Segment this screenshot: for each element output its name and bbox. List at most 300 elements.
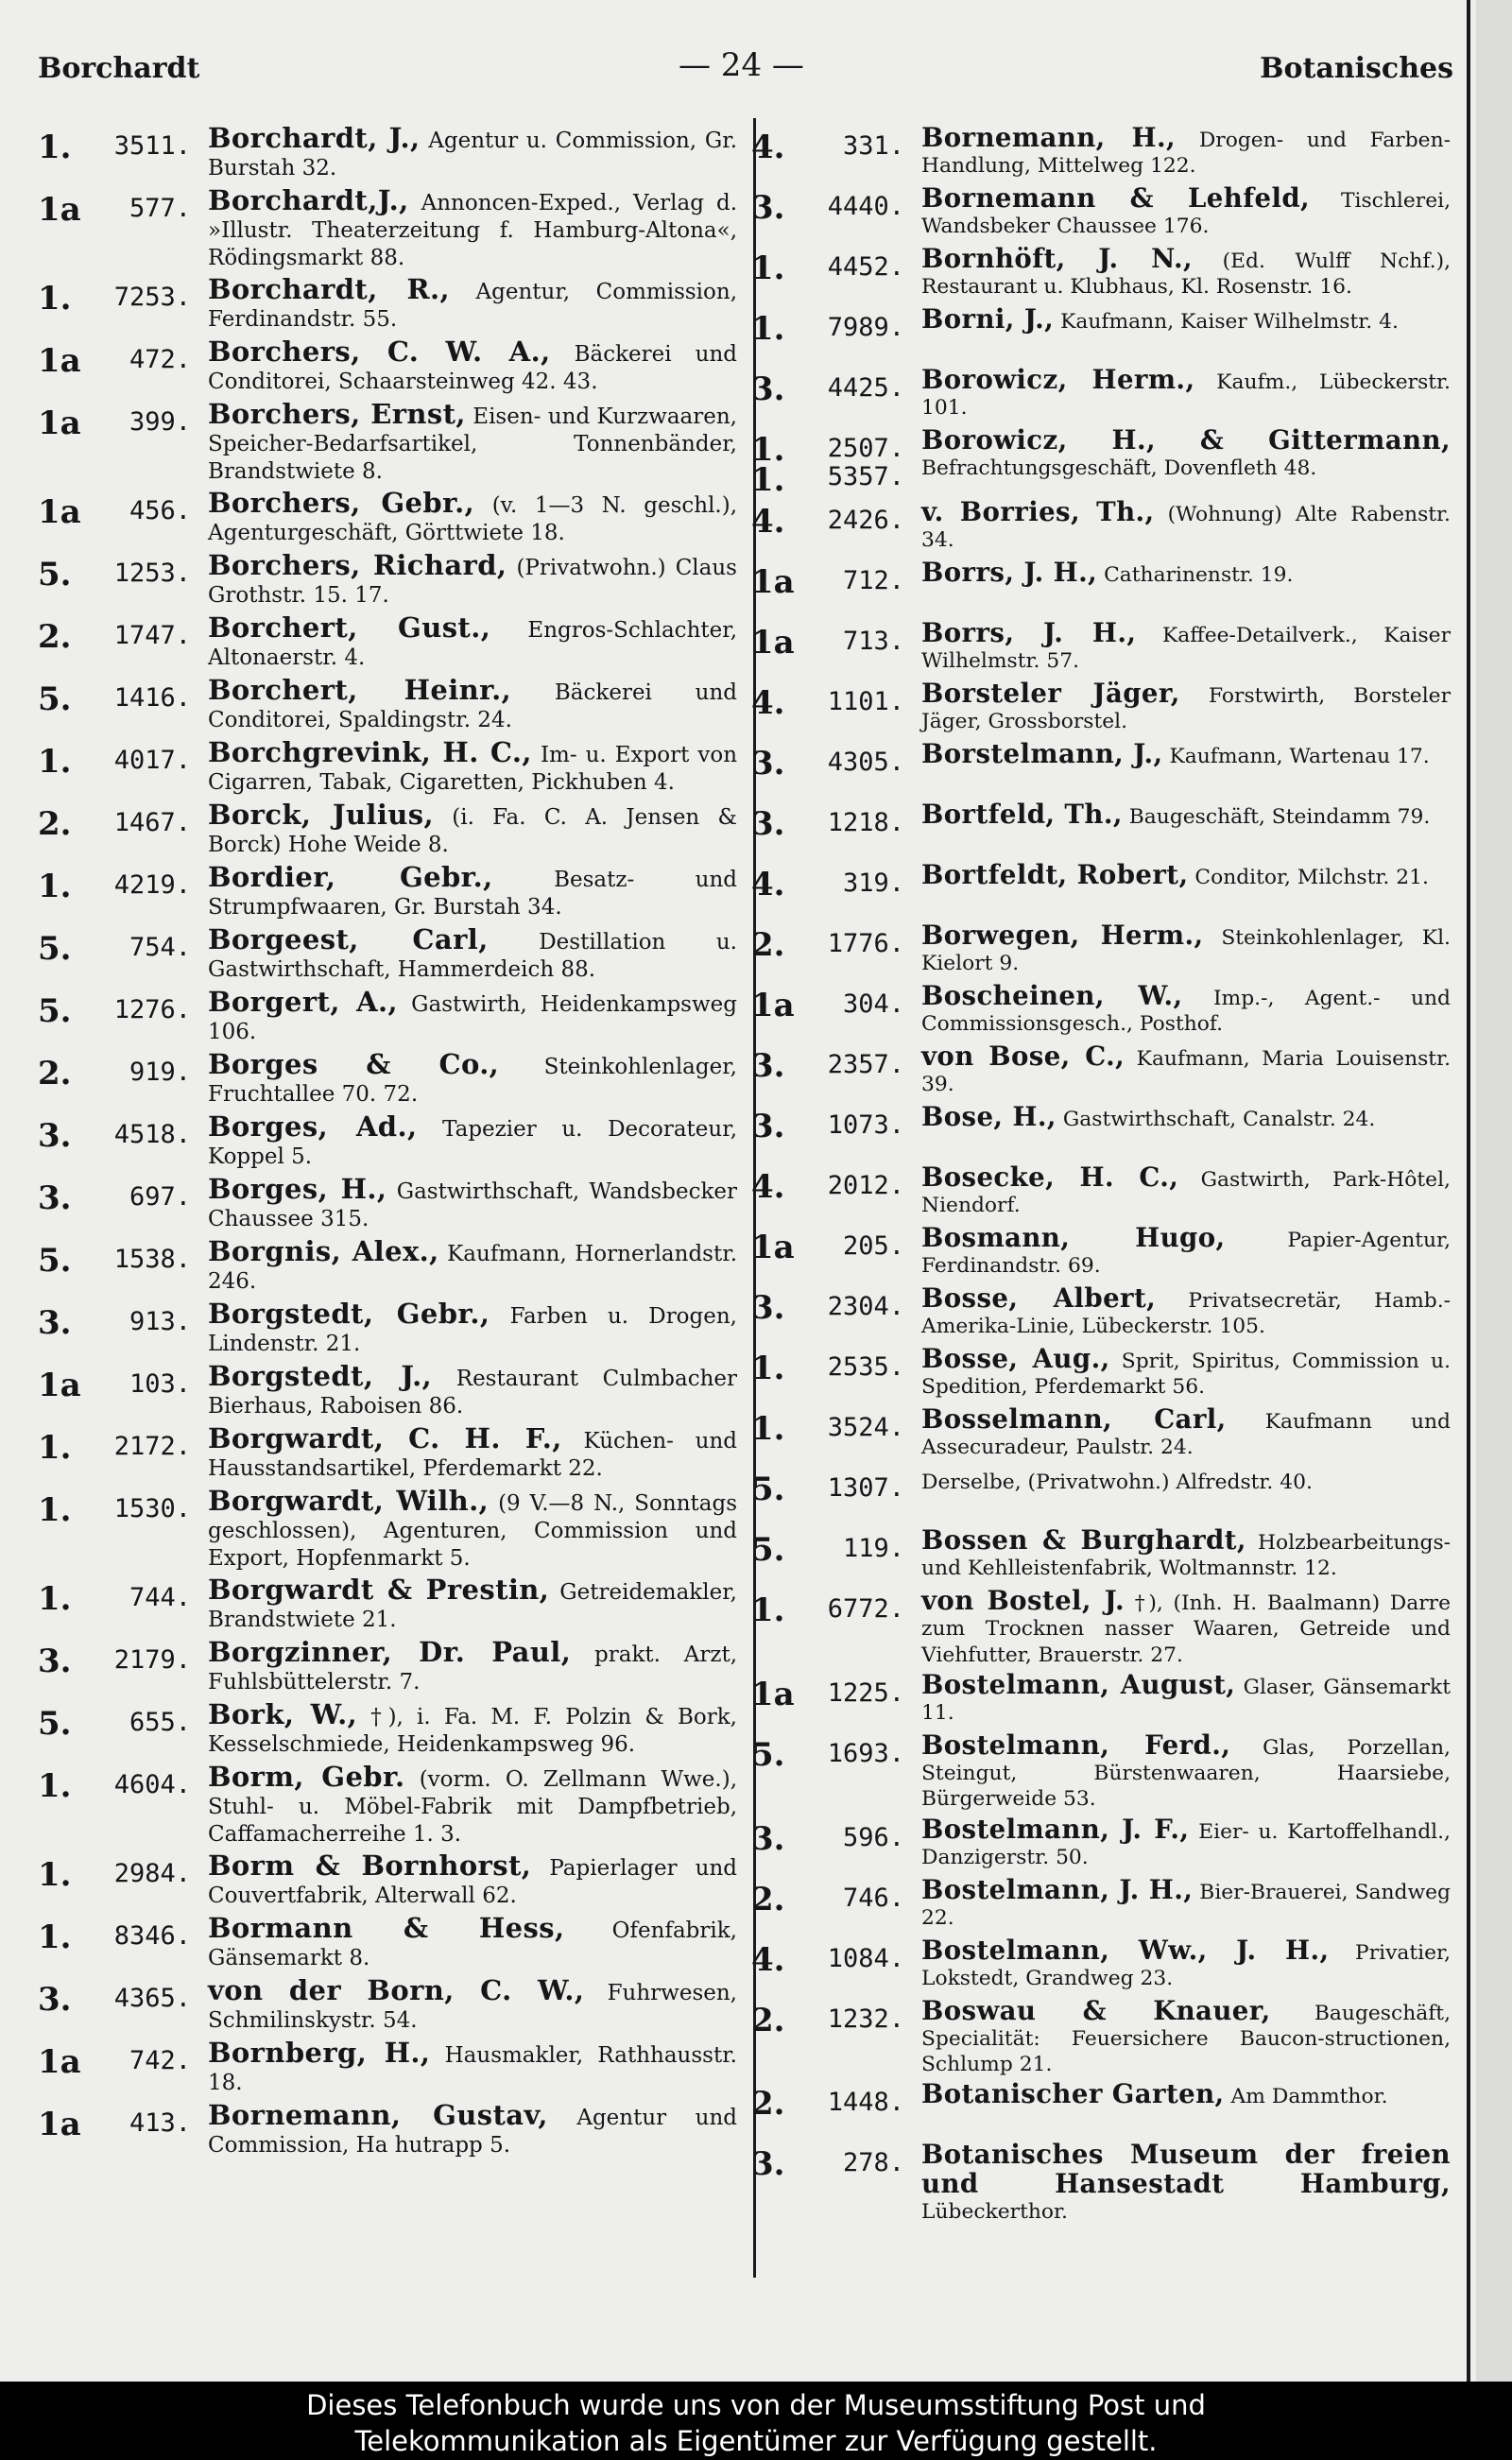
entry-text <box>921 364 1451 421</box>
phone-number: 3511. <box>113 131 191 161</box>
phone-number: 913. <box>129 1307 191 1336</box>
phone-number: 1776. <box>827 929 904 958</box>
exchange-office: 5. <box>38 1705 72 1743</box>
exchange-office: 5. <box>751 1471 785 1508</box>
entry-text <box>208 1849 738 1910</box>
subscriber-details: Derselbe, (Privatwohn.) Alfredstr. 40. <box>921 1471 1313 1494</box>
phone-number: 4425. <box>827 373 904 403</box>
directory-entry <box>751 618 1451 679</box>
phone-number: 713. <box>842 627 904 656</box>
directory-entry <box>751 1935 1451 1996</box>
entry-text <box>921 1043 1451 1098</box>
subscriber-name: Bosselmann, Carl, <box>921 1403 1227 1435</box>
exchange-office: 5. <box>38 556 72 593</box>
running-head-left: Borchardt <box>38 52 200 85</box>
phone-number: 6772. <box>827 1594 904 1624</box>
entry-text <box>208 1912 737 1972</box>
directory-entry <box>38 1913 737 1975</box>
exchange-office: 1a <box>751 1675 795 1713</box>
entry-text <box>921 2078 1451 2110</box>
subscriber-details: Gastwirthschaft, Wandsbecker Chaussee 315. <box>208 1179 737 1231</box>
phone-number: 2304. <box>827 1292 904 1321</box>
directory-entry <box>38 924 737 987</box>
exchange-office: 3. <box>38 1981 72 2019</box>
running-head-right: Botanisches <box>1260 52 1453 85</box>
subscriber-details: Drogen- und Farben-Handlung, Mittelweg 122. <box>921 129 1451 179</box>
subscriber-name: Borchers, C. W. A., <box>208 335 551 368</box>
directory-entry <box>751 679 1451 739</box>
phone-number: 205. <box>842 1231 904 1261</box>
directory-entry <box>38 399 737 488</box>
exchange-office: 1. <box>751 249 785 287</box>
entry-text <box>921 182 1451 240</box>
entry-text <box>208 1235 737 1296</box>
subscriber-details: Engros-Schlachter, Altonaerstr. 4. <box>208 618 738 670</box>
footer-line-1: Dieses Telefonbuch wurde uns von der Museumsstiftung Post und <box>306 2389 1206 2421</box>
directory-entry <box>38 550 737 612</box>
entry-text <box>208 1576 737 1634</box>
subscriber-name: Borrs, J. H., <box>921 617 1137 648</box>
phone-number: 742. <box>129 2046 191 2075</box>
subscriber-name: Bostelmann, J. H., <box>921 1873 1194 1905</box>
directory-entry <box>751 860 1451 920</box>
entry-text <box>208 273 738 334</box>
subscriber-details: Kaffee-Detailverk., Kaiser Wilhelmstr. 57. <box>921 624 1451 674</box>
subscriber-details: Fuhrwesen, Schmilinskystr. 54. <box>208 1981 737 2033</box>
directory-entry <box>751 739 1451 800</box>
entry-text <box>921 1994 1451 2078</box>
directory-entry <box>751 1730 1451 1815</box>
subscriber-name: Bornemann, Gustav, <box>208 2099 548 2131</box>
entry-text <box>921 1282 1451 1340</box>
exchange-office: 5. <box>751 1735 785 1774</box>
subscriber-details: Papierlager und Couvertfabrik, Alterwall 62. <box>208 1856 738 1908</box>
entry-text <box>921 1101 1451 1132</box>
exchange-office: 3. <box>751 370 785 408</box>
subscriber-details: Holzbearbeitungs- und Kehlleistenfabrik, Woltmannstr. 12. <box>921 1531 1452 1581</box>
exchange-office: 2. <box>751 2001 785 2039</box>
entry-text <box>921 1467 1451 1495</box>
subscriber-details: Glas, Porzellan, Steingut, Bürstenwaaren, Haarsiebe, Bürgerweide 53. <box>921 1735 1451 1812</box>
entry-text <box>921 1161 1451 1219</box>
subscriber-details: (Wohnung) Alte Rabenstr. 34. <box>921 503 1451 553</box>
phone-number: 1467. <box>113 808 191 837</box>
subscriber-details: Sprit, Spiritus, Commission u. Spedition, Pferdemarkt 56. <box>921 1350 1451 1400</box>
subscriber-name: Borowicz, Herm., <box>921 364 1195 395</box>
phone-number: 2984. <box>113 1859 191 1888</box>
subscriber-details: Kaufmann, Kaiser Wilhelmstr. 4. <box>1060 310 1399 334</box>
subscriber-details: Annoncen-Exped., Verlag d. »Illustr. Theaterzeitung f. Hamburg-Altona«, Rödingsmarkt 88. <box>208 191 738 270</box>
exchange-office: 1a <box>751 987 795 1024</box>
directory-entry <box>751 304 1451 365</box>
directory-entry <box>751 1586 1451 1670</box>
phone-number: 4017. <box>113 746 191 775</box>
exchange-office: 5. <box>38 992 72 1030</box>
subscriber-name: Borchardt, J., <box>208 122 421 154</box>
exchange-office: 1. <box>751 1410 785 1448</box>
adjacent-page-strip <box>1476 0 1512 2382</box>
entry-text <box>208 1698 737 1759</box>
subscriber-name: Borchers, Richard, <box>208 549 507 581</box>
directory-entry <box>38 675 737 737</box>
subscriber-details: Steinkohlenlager, Kl. Kielort 9. <box>921 926 1451 976</box>
directory-entry <box>751 365 1451 425</box>
exchange-office: 4. <box>751 503 785 541</box>
phone-number: 1101. <box>827 687 904 716</box>
exchange-office: 2. <box>38 1055 72 1092</box>
phone-number: 919. <box>129 1058 191 1087</box>
exchange-office: 1. <box>38 1491 72 1529</box>
subscriber-details: Hausmakler, Rathhausstr. 18. <box>208 2043 737 2095</box>
directory-entry <box>751 1815 1451 1875</box>
entry-text <box>921 1873 1452 1932</box>
entry-text <box>208 986 737 1046</box>
exchange-office: 1. <box>38 129 72 166</box>
subscriber-name: v. Borries, Th., <box>921 496 1155 527</box>
exchange-office: 1. <box>751 1591 785 1629</box>
phone-number: 712. <box>842 566 904 595</box>
phone-number: 2172. <box>113 1432 191 1461</box>
subscriber-details: Ofenfabrik, Gänsemarkt 8. <box>208 1918 737 1970</box>
subscriber-name: Bosecke, H. C., <box>921 1161 1179 1193</box>
directory-entry <box>38 123 737 185</box>
right-column <box>751 123 1451 2227</box>
subscriber-name: Borchgrevink, H. C., <box>208 736 532 768</box>
directory-entry <box>751 1283 1451 1344</box>
subscriber-name: Botanisches Museum der freien und Hansestadt Hamburg, <box>921 2139 1451 2199</box>
page-edge-rule <box>1467 0 1470 2382</box>
directory-entry <box>751 244 1451 304</box>
exchange-office: 4. <box>751 129 785 166</box>
exchange-office: 1. <box>38 1856 72 1894</box>
phone-number: 399. <box>129 407 191 437</box>
directory-entry <box>38 612 737 675</box>
exchange-office: 1a <box>751 1229 795 1266</box>
subscriber-details: Kaufmann, Hornerlandstr. 246. <box>208 1242 737 1294</box>
directory-entry <box>751 1344 1451 1404</box>
exchange-office: 3. <box>751 2145 785 2184</box>
exchange-office: 1a <box>38 342 81 380</box>
phone-number: 278. <box>842 2148 904 2178</box>
subscriber-name: Bornemann, H., <box>921 122 1177 153</box>
phone-number: 4365. <box>113 1984 191 2013</box>
directory-entry <box>38 488 737 550</box>
entry-text <box>921 1222 1451 1280</box>
directory-entry <box>751 1404 1451 1465</box>
subscriber-name: Botanischer Garten, <box>921 2078 1225 2110</box>
entry-text <box>208 1300 737 1358</box>
entry-text <box>208 1048 737 1109</box>
subscriber-details: Gastwirthschaft, Canalstr. 24. <box>1062 1108 1376 1131</box>
subscriber-name: Borges, Ad., <box>208 1110 418 1143</box>
phone-number: 8346. <box>113 1921 191 1951</box>
entry-text <box>921 1729 1451 1813</box>
subscriber-name: Bormann & Hess, <box>208 1912 565 1944</box>
directory-entry <box>751 800 1451 860</box>
directory-entry <box>751 1875 1451 1935</box>
phone-number: 319. <box>842 869 904 898</box>
directory-entry <box>38 1361 737 1423</box>
subscriber-name: Borstelmann, J., <box>921 738 1163 769</box>
entry-text <box>208 184 738 272</box>
subscriber-details: Im- u. Export von Cigarren, Tabak, Cigaretten, Pickhuben 4. <box>208 743 738 795</box>
subscriber-name: von Bose, C., <box>921 1041 1125 1072</box>
exchange-office: 5. <box>38 680 72 718</box>
phone-number: 754. <box>129 933 191 962</box>
exchange-office: 1. <box>38 1580 72 1618</box>
phone-number: 472. <box>129 345 191 374</box>
directory-entry <box>38 1423 737 1486</box>
subscriber-name: von Bostel, J. <box>921 1585 1125 1616</box>
subscriber-details: Catharinenstr. 19. <box>1104 563 1294 587</box>
subscriber-details: Imp.-, Agent.- und Commissionsgesch., Posthof. <box>921 987 1451 1037</box>
subscriber-details: Gastwirth, Heidenkampsweg 106. <box>208 992 737 1044</box>
entry-text <box>921 1585 1451 1668</box>
directory-entry <box>751 123 1451 183</box>
entry-text <box>921 303 1451 335</box>
exchange-office: 3. <box>751 1108 785 1145</box>
directory-entry <box>38 862 737 924</box>
subscriber-details: (9 V.—8 N., Sonntags geschlossen), Agenturen, Commission und Export, Hopfenmarkt 5. <box>208 1491 738 1571</box>
directory-entry <box>38 2100 737 2162</box>
phone-number: 456. <box>129 496 191 525</box>
exchange-office: 3. <box>751 805 785 843</box>
subscriber-name: Borchardt, R., <box>208 273 450 305</box>
exchange-office: 1a <box>38 191 81 229</box>
entry-text <box>208 861 738 921</box>
exchange-office: 1a <box>38 404 81 442</box>
entry-text <box>208 1974 737 2035</box>
entry-text <box>921 859 1451 890</box>
phone-number: 1276. <box>113 995 191 1024</box>
exchange-office: 1a <box>38 1367 81 1404</box>
entry-text <box>921 1524 1452 1582</box>
directory-entry <box>38 1975 737 2038</box>
exchange-office: 3. <box>751 1289 785 1327</box>
subscriber-name: Bosse, Albert, <box>921 1282 1157 1314</box>
subscriber-details: Tapezier u. Decorateur, Koppel 5. <box>208 1117 738 1169</box>
subscriber-details: Eisen- und Kurzwaaren, Speicher-Bedarfsartikel, Tonnenbänder, Brandstwiete 8. <box>208 404 737 484</box>
subscriber-details: Agentur u. Commission, Gr. Burstah 32. <box>208 129 738 181</box>
subscriber-details: Agentur, Commission, Ferdinandstr. 55. <box>208 280 738 332</box>
subscriber-details: Farben u. Drogen, Lindenstr. 21. <box>208 1304 737 1356</box>
entry-text <box>921 617 1451 675</box>
phone-number: 3524. <box>827 1413 904 1442</box>
directory-entry <box>751 1670 1451 1730</box>
directory-entry <box>38 1299 737 1361</box>
subscriber-details: (i. Fa. C. A. Jensen & Borck) Hohe Weide 8. <box>208 805 737 857</box>
directory-entry <box>751 1223 1451 1283</box>
subscriber-name: Boscheinen, W., <box>921 980 1183 1011</box>
directory-entry <box>751 1996 1451 2080</box>
phone-number: 119. <box>842 1534 904 1563</box>
subscriber-name: Bose, H., <box>921 1101 1057 1132</box>
subscriber-name: Bortfeldt, Robert, <box>921 859 1189 890</box>
exchange-office: 5. <box>751 1531 785 1569</box>
phone-number: 655. <box>129 1708 191 1737</box>
subscriber-details: Gastwirth, Park-Hôtel, Niendorf. <box>921 1168 1451 1218</box>
phone-number: 1253. <box>113 559 191 588</box>
phone-number: 1416. <box>113 683 191 713</box>
subscriber-name: Borm & Bornhorst, <box>208 1849 532 1882</box>
directory-entry <box>38 987 737 1049</box>
entry-text <box>921 1668 1451 1727</box>
subscriber-name: Borchert, Heinr., <box>208 674 512 706</box>
directory-entry <box>38 274 737 336</box>
phone-number: 331. <box>842 131 904 161</box>
entry-text <box>208 122 738 182</box>
subscriber-name: Borchert, Gust., <box>208 611 491 644</box>
exchange-office: 3. <box>751 189 785 227</box>
subscriber-details: prakt. Arzt, Fuhlsbüttelerstr. 7. <box>208 1643 738 1694</box>
subscriber-name: Borowicz, H., & Gittermann, <box>921 424 1451 456</box>
entry-text <box>208 335 737 396</box>
phone-number: 4440. <box>827 192 904 221</box>
entry-text <box>208 398 737 486</box>
directory-entry <box>751 2140 1451 2227</box>
exchange-office: 1. 1. <box>751 431 785 499</box>
phone-number: 1448. <box>827 2088 904 2118</box>
phone-number: 2535. <box>827 1352 904 1382</box>
exchange-office: 4. <box>751 866 785 903</box>
phone-number: 2012. <box>827 1171 904 1200</box>
directory-entry <box>38 1574 737 1637</box>
entry-text <box>208 1360 737 1420</box>
phone-number: 744. <box>129 1583 191 1612</box>
directory-entry <box>38 737 737 800</box>
phone-number: 1747. <box>113 621 191 650</box>
directory-entry <box>751 1465 1451 1525</box>
subscriber-name: Borgwardt, C. H. F., <box>208 1422 562 1454</box>
subscriber-details: Eier- u. Kartoffelhandl., Danzigerstr. 50. <box>921 1819 1451 1869</box>
subscriber-details: Privatsecretär, Hamb.-Amerika-Linie, Lübeckerstr. 105. <box>921 1289 1451 1339</box>
exchange-office: 3. <box>38 1643 72 1680</box>
entry-text <box>208 1110 738 1171</box>
phone-number: 4518. <box>113 1120 191 1149</box>
entry-text <box>208 611 738 672</box>
subscriber-details: (Ed. Wulff Nchf.), Restaurant u. Klubhaus, Kl. Rosenstr. 16. <box>921 249 1452 300</box>
directory-entry <box>38 1111 737 1174</box>
phone-number: 1693. <box>827 1738 904 1768</box>
subscriber-details: (v. 1—3 N. geschl.), Agenturgeschäft, Görttwiete 18. <box>208 493 738 545</box>
entry-text <box>921 1403 1451 1461</box>
footer-line-2: Telekommunikation als Eigentümer zur Verfügung gestellt. <box>354 2425 1158 2457</box>
entry-text <box>921 801 1451 830</box>
subscriber-name: Borwegen, Herm., <box>921 920 1204 951</box>
phone-number: 1218. <box>827 808 904 837</box>
subscriber-name: Borgstedt, J., <box>208 1360 433 1392</box>
page-header <box>36 43 1453 99</box>
entry-text <box>208 549 737 610</box>
subscriber-name: Borsteler Jäger, <box>921 678 1180 709</box>
entry-text <box>208 736 738 797</box>
entry-text <box>208 1422 737 1483</box>
exchange-office: 1. <box>38 1918 72 1956</box>
subscriber-details: Bäckerei und Conditorei, Spaldingstr. 24. <box>208 680 737 732</box>
phone-number: 413. <box>129 2108 191 2138</box>
subscriber-details: †), i. Fa. M. F. Polzin & Bork, Kesselschmiede, Heidenkampsweg 96. <box>208 1705 737 1757</box>
entry-text <box>921 559 1451 588</box>
subscriber-details: (vorm. O. Zellmann Wwe.), Stuhl- u. Möbel-Fabrik mit Dampfbetrieb, Caffamacherreihe 1. 3. <box>208 1767 738 1847</box>
exchange-office: 1a <box>751 624 795 662</box>
phone-number: 2507. 5357. <box>827 434 904 491</box>
phone-number: 1538. <box>113 1245 191 1274</box>
exchange-office: 1a <box>38 2043 81 2081</box>
subscriber-details: (Privatwohn.) Claus Grothstr. 15. 17. <box>208 556 737 608</box>
subscriber-details: Steinkohlenlager, Fruchtallee 70. 72. <box>208 1055 737 1107</box>
subscriber-name: Borgnis, Alex., <box>208 1235 439 1267</box>
directory-entry <box>38 1486 737 1574</box>
subscriber-name: Borgwardt, Wilh., <box>208 1485 490 1517</box>
exchange-office: 2. <box>38 618 72 656</box>
phone-number: 304. <box>842 989 904 1019</box>
subscriber-name: Borni, J., <box>921 303 1055 335</box>
directory-entry <box>38 1174 737 1236</box>
subscriber-details: Forstwirth, Borsteler Jäger, Grossborstel. <box>921 684 1451 734</box>
exchange-office: 1. <box>38 280 72 318</box>
phone-number: 7253. <box>113 283 191 312</box>
subscriber-details: Destillation u. Gastwirthschaft, Hammerdeich 88. <box>208 930 737 982</box>
directory-entry <box>751 2079 1451 2140</box>
phone-number: 4219. <box>113 870 191 900</box>
phone-number: 7989. <box>827 313 904 342</box>
phone-number: 577. <box>129 194 191 223</box>
exchange-office: 1. <box>751 310 785 348</box>
exchange-office: 1a <box>38 493 81 531</box>
subscriber-name: Bostelmann, August, <box>921 1668 1236 1700</box>
subscriber-name: Bork, W., <box>208 1698 358 1730</box>
exchange-office: 1. <box>751 1350 785 1387</box>
directory-entry <box>38 1850 737 1913</box>
directory-entry <box>751 981 1451 1041</box>
subscriber-details: Kaufmann und Assecuradeur, Paulstr. 24. <box>921 1410 1451 1460</box>
directory-entry <box>38 1049 737 1111</box>
exchange-office: 3. <box>751 1047 785 1085</box>
subscriber-name: Borgzinner, Dr. Paul, <box>208 1636 572 1668</box>
subscriber-name: Borchers, Gebr., <box>208 487 475 519</box>
subscriber-name: Bossen & Burghardt, <box>921 1524 1246 1556</box>
entry-text <box>208 674 737 734</box>
phone-number: 103. <box>129 1369 191 1399</box>
entry-text <box>208 1636 738 1696</box>
subscriber-name: Bosse, Aug., <box>921 1343 1110 1374</box>
phone-number: 4604. <box>113 1770 191 1799</box>
subscriber-name: Borgstedt, Gebr., <box>208 1298 490 1330</box>
subscriber-name: Borck, Julius, <box>208 799 434 831</box>
entry-text <box>921 922 1451 977</box>
directory-entry <box>751 183 1451 244</box>
entry-text <box>921 496 1451 554</box>
page-number: — 24 — <box>679 46 804 84</box>
subscriber-details: Agentur und Commission, Ha hutrapp 5. <box>208 2106 737 2158</box>
subscriber-name: Borm, Gebr. <box>208 1761 405 1793</box>
subscriber-details: Conditor, Milchstr. 21. <box>1194 866 1429 889</box>
subscriber-name: Bostelmann, Ww., J. H., <box>921 1934 1330 1966</box>
subscriber-name: Bornberg, H., <box>208 2037 431 2069</box>
entry-text <box>208 1485 738 1573</box>
subscriber-name: Borchers, Ernst, <box>208 398 466 430</box>
directory-entry <box>38 1699 737 1762</box>
entry-text <box>921 1813 1451 1871</box>
exchange-office: 1. <box>38 1429 72 1467</box>
phone-number: 1225. <box>827 1677 904 1708</box>
subscriber-name: Borchardt,J., <box>208 184 409 216</box>
exchange-office: 4. <box>751 684 785 722</box>
exchange-office: 3. <box>38 1117 72 1155</box>
subscriber-name: Bordier, Gebr., <box>208 861 493 893</box>
directory-entry <box>38 336 737 399</box>
directory-entry <box>38 185 737 274</box>
